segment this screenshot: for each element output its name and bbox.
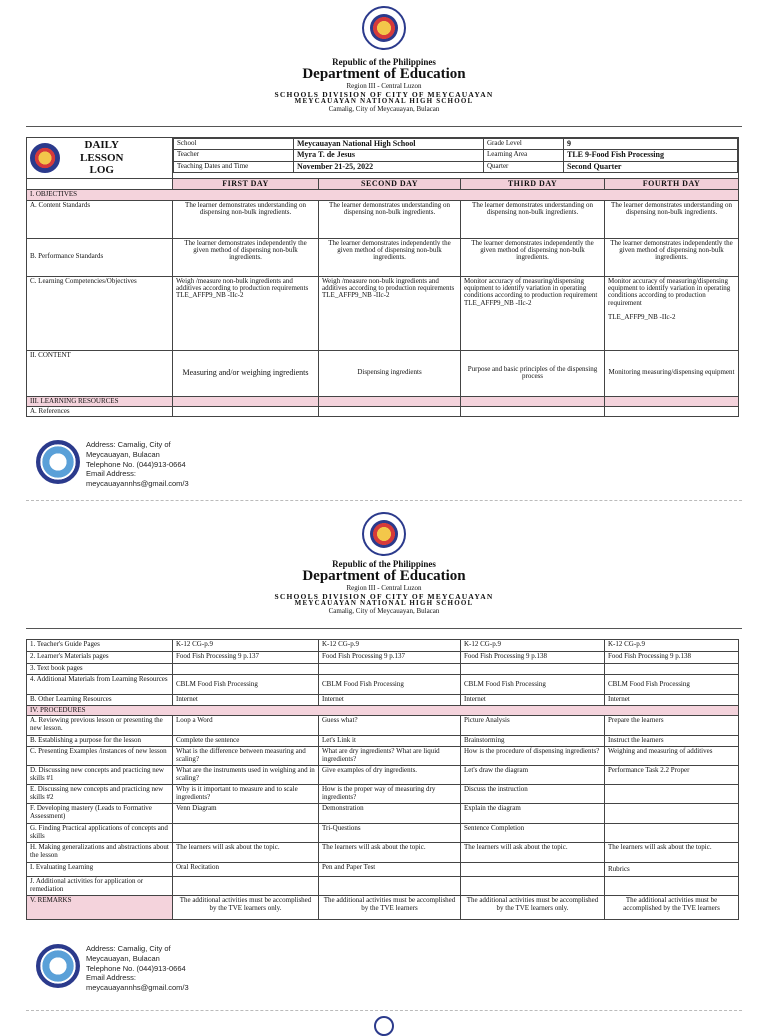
dll-title: DAILY LESSON LOG (80, 139, 124, 177)
deped-seal (362, 6, 406, 50)
resource-cell: Food Fish Processing 9 p.138 (605, 652, 739, 664)
resource-label-5: B. Other Learning Resources (27, 695, 173, 706)
resource-cell: Internet (605, 695, 739, 706)
competency-2: Weigh /measure non-bulk ingredients and additives according to production requirements TLE_AFFP9_NB -IIc-2 (319, 276, 461, 350)
resource-label-3: 3. Text book pages (27, 664, 173, 675)
resource-cell: K-12 CG-p.9 (461, 640, 605, 652)
procedure-cell: Instruct the learners (605, 736, 739, 747)
objectives-heading: I. OBJECTIVES (27, 190, 739, 200)
header-rule (26, 126, 742, 127)
grade-label: Grade Level (484, 139, 564, 150)
procedure-cell: Give examples of dry ingredients. (319, 766, 461, 785)
school-value: Meycauayan National High School (294, 139, 484, 150)
teacher-value: Myra T. de Jesus (294, 150, 484, 161)
procedure-label-b: B. Establishing a purpose for the lesson (27, 736, 173, 747)
region-text: Region III - Central Luzon (346, 584, 422, 593)
area-value: TLE 9-Food Fish Processing (564, 150, 738, 161)
procedure-cell: Pen and Paper Test (319, 863, 461, 877)
deped-seal-3 (374, 1016, 394, 1036)
procedure-cell: Why is it important to measure and to scale ingredients? (173, 785, 319, 804)
performance-standard-1: The learner demonstrates independently the given method of dispensing non-bulk ingredients. (173, 238, 319, 276)
footer-address-1: Address: Camalig, City of (86, 440, 171, 449)
procedure-cell: What are the instruments used in weighing and in scaling? (173, 766, 319, 785)
content-standard-2: The learner demonstrates understanding on dispensing non-bulk ingredients. (319, 200, 461, 238)
department-title: Department of Education (302, 66, 466, 83)
procedure-label-h: H. Making generalizations and abstractions about the lesson (27, 843, 173, 863)
day-header-4: FOURTH DAY (605, 178, 739, 189)
footer-contact (86, 944, 189, 993)
quarter-value: Second Quarter (564, 161, 738, 172)
header-rule-2 (26, 628, 742, 629)
teacher-label: Teacher (174, 150, 294, 161)
procedure-cell (605, 804, 739, 824)
performance-standard-3: The learner demonstrates independently the given method of dispensing non-bulk ingredients. (461, 238, 605, 276)
procedure-cell: What are dry ingredients? What are liquid ingredients? (319, 747, 461, 766)
resource-cell: K-12 CG-p.9 (319, 640, 461, 652)
procedure-label-c: C. Presenting Examples /instances of new lesson (27, 747, 173, 766)
republic-text: Republic of the Philippines (332, 57, 436, 67)
content-1: Measuring and/or weighing ingredients (173, 350, 319, 396)
procedure-label-i: I. Evaluating Learning (27, 863, 173, 877)
references-label: A. References (27, 407, 173, 417)
procedure-cell: Discuss the instruction (461, 785, 605, 804)
resource-cell: CBLM Food Fish Processing (319, 675, 461, 695)
dll-info-grid (173, 138, 738, 173)
school-logo-icon (36, 440, 80, 484)
dll-table-page2 (26, 639, 739, 920)
footer-address-2: Meycauayan, Bulacan (86, 953, 160, 963)
resource-cell: Internet (319, 695, 461, 706)
content-3: Purpose and basic principles of the dispensing process (461, 350, 605, 396)
procedure-cell: Loop a Word (173, 716, 319, 736)
resource-cell: Internet (173, 695, 319, 706)
republic-text: Republic of the Philippines (332, 559, 436, 569)
procedure-cell: Venn Diagram (173, 804, 319, 824)
school-label: School (174, 139, 294, 150)
dates-label: Teaching Dates and Time (174, 161, 294, 172)
procedure-cell: What is the difference between measuring and scaling? (173, 747, 319, 766)
procedure-cell: Demonstration (319, 804, 461, 824)
remark-4: The additional activities must be accomplished by the TVE learners (605, 896, 739, 920)
resource-cell: CBLM Food Fish Processing (173, 675, 319, 695)
footer-contact (86, 440, 189, 489)
performance-standard-4: The learner demonstrates independently the given method of dispensing non-bulk ingredients. (605, 238, 739, 276)
footer-address-1: Address: Camalig, City of (86, 944, 171, 953)
dates-value: November 21-25, 2022 (294, 161, 484, 172)
resource-label-1: 1. Teacher's Guide Pages (27, 640, 173, 652)
content-standard-4: The learner demonstrates understanding on dispensing non-bulk ingredients. (605, 200, 739, 238)
remark-2: The additional activities must be accomplished by the TVE learners (319, 896, 461, 920)
content-label: II. CONTENT (27, 350, 173, 396)
procedure-cell: Complete the sentence (173, 736, 319, 747)
deped-logo-icon (30, 143, 60, 173)
procedure-cell: Tri-Questions (319, 824, 461, 843)
day-header-2: SECOND DAY (319, 178, 461, 189)
letterhead-2 (0, 560, 768, 615)
procedure-cell: Brainstorming (461, 736, 605, 747)
remark-1: The additional activities must be accomplished by the TVE learners only. (173, 896, 319, 920)
resource-cell: CBLM Food Fish Processing (461, 675, 605, 695)
footer-telephone: Telephone No. (044)913-0664 (86, 459, 186, 469)
quarter-label: Quarter (484, 161, 564, 172)
dll-table-page1 (26, 137, 739, 417)
content-4: Monitoring measuring/dispensing equipment (605, 350, 739, 396)
procedure-cell: The learners will ask about the topic. (173, 843, 319, 863)
resource-cell: K-12 CG-p.9 (173, 640, 319, 652)
division-text: SCHOOLS DIVISION OF CITY OF MEYCAUAYAN (274, 591, 494, 601)
day-header-3: THIRD DAY (461, 178, 605, 189)
resources-heading: III. LEARNING RESOURCES (27, 396, 173, 406)
content-standard-3: The learner demonstrates understanding on dispensing non-bulk ingredients. (461, 200, 605, 238)
procedure-cell: Sentence Completion (461, 824, 605, 843)
school-name: MEYCAUAYAN NATIONAL HIGH SCHOOL (294, 97, 474, 106)
day-header-1: FIRST DAY (173, 178, 319, 189)
procedure-cell: The learners will ask about the topic. (461, 843, 605, 863)
footer-address-2: Meycauayan, Bulacan (86, 449, 160, 459)
dll-title-cell (27, 138, 173, 179)
footer-email: meycauayannhs@gmail.com/3 (86, 479, 189, 488)
procedure-label-f: F. Developing mastery (Leads to Formative Assessment) (27, 804, 173, 824)
resource-cell: CBLM Food Fish Processing (605, 675, 739, 695)
competency-4: Monitor accuracy of measuring/dispensing equipment to identify variation in operating conditions according to production requirement TLE_AFFP9_NB -IIc-2 (605, 276, 739, 350)
procedure-cell: How is the procedure of dispensing ingredients? (461, 747, 605, 766)
procedures-heading: IV. PROCEDURES (27, 706, 739, 716)
resource-cell: K-12 CG-p.9 (605, 640, 739, 652)
competencies-label: C. Learning Competencies/Objectives (27, 276, 173, 350)
school-logo-icon (36, 944, 80, 988)
content-standard-1: The learner demonstrates understanding on dispensing non-bulk ingredients. (173, 200, 319, 238)
day-header-blank (27, 178, 173, 189)
resource-cell: Food Fish Processing 9 p.137 (319, 652, 461, 664)
procedure-label-g: G. Finding Practical applications of concepts and skills (27, 824, 173, 843)
resource-label-2: 2. Learner's Materials pages (27, 652, 173, 664)
footer-email: meycauayannhs@gmail.com/3 (86, 983, 189, 992)
procedure-cell: Rubrics (605, 863, 739, 877)
procedure-cell: How is the proper way of measuring dry ingredients? (319, 785, 461, 804)
procedure-cell: Prepare the learners (605, 716, 739, 736)
procedure-cell: The learners will ask about the topic. (605, 843, 739, 863)
remarks-heading: V. REMARKS (27, 896, 173, 920)
department-title: Department of Education (302, 568, 466, 585)
competency-3: Monitor accuracy of measuring/dispensing equipment to identify variation in operating conditions according to production requirement TLE_AFFP9_NB -IIc-2 (461, 276, 605, 350)
footer-telephone: Telephone No. (044)913-0664 (86, 963, 186, 973)
resource-label-4: 4. Additional Materials from Learning Resources (27, 675, 173, 695)
letterhead (0, 58, 768, 113)
resource-cell: Food Fish Processing 9 p.137 (173, 652, 319, 664)
deped-seal-2 (362, 512, 406, 556)
resource-cell: Food Fish Processing 9 p.138 (461, 652, 605, 664)
performance-standard-2: The learner demonstrates independently the given method of dispensing non-bulk ingredients. (319, 238, 461, 276)
procedure-label-j: J. Additional activities for application or remediation (27, 877, 173, 896)
page-break-2 (26, 1010, 742, 1011)
procedure-cell: Performance Task 2.2 Proper (605, 766, 739, 785)
performance-standards-label: B. Performance Standards (27, 238, 173, 276)
region-text: Region III - Central Luzon (346, 82, 422, 91)
procedure-cell: Guess what? (319, 716, 461, 736)
school-name: MEYCAUAYAN NATIONAL HIGH SCHOOL (294, 599, 474, 608)
school-address: Camalig, City of Meycauayan, Bulacan (328, 104, 440, 113)
procedure-label-a: A. Reviewing previous lesson or presenting the new lesson. (27, 716, 173, 736)
procedure-cell: Explain the diagram (461, 804, 605, 824)
competency-1: Weigh /measure non-bulk ingredients and additives according to production requirements TLE_AFFP9_NB -IIc-2 (173, 276, 319, 350)
remark-3: The additional activities must be accomplished by the TVE learners only. (461, 896, 605, 920)
area-label: Learning Area (484, 150, 564, 161)
content-2: Dispensing ingredients (319, 350, 461, 396)
procedure-cell: Weighing and measuring of additives (605, 747, 739, 766)
division-text: SCHOOLS DIVISION OF CITY OF MEYCAUAYAN (274, 89, 494, 99)
procedure-cell: Oral Recitation (173, 863, 319, 877)
footer-email-label: Email Address: (86, 973, 137, 983)
procedure-cell: Let's Link it (319, 736, 461, 747)
resource-cell: Internet (461, 695, 605, 706)
content-standards-label: A. Content Standards (27, 200, 173, 238)
procedure-cell: Let's draw the diagram (461, 766, 605, 785)
page-break (26, 500, 742, 501)
school-address: Camalig, City of Meycauayan, Bulacan (328, 606, 440, 615)
procedure-cell: Picture Analysis (461, 716, 605, 736)
grade-value: 9 (564, 139, 738, 150)
procedure-label-d: D. Discussing new concepts and practicing new skills #1 (27, 766, 173, 785)
footer-email-label: Email Address: (86, 469, 137, 479)
procedure-label-e: E. Discussing new concepts and practicing new skills #2 (27, 785, 173, 804)
procedure-cell (605, 785, 739, 804)
procedure-cell: The learners will ask about the topic. (319, 843, 461, 863)
